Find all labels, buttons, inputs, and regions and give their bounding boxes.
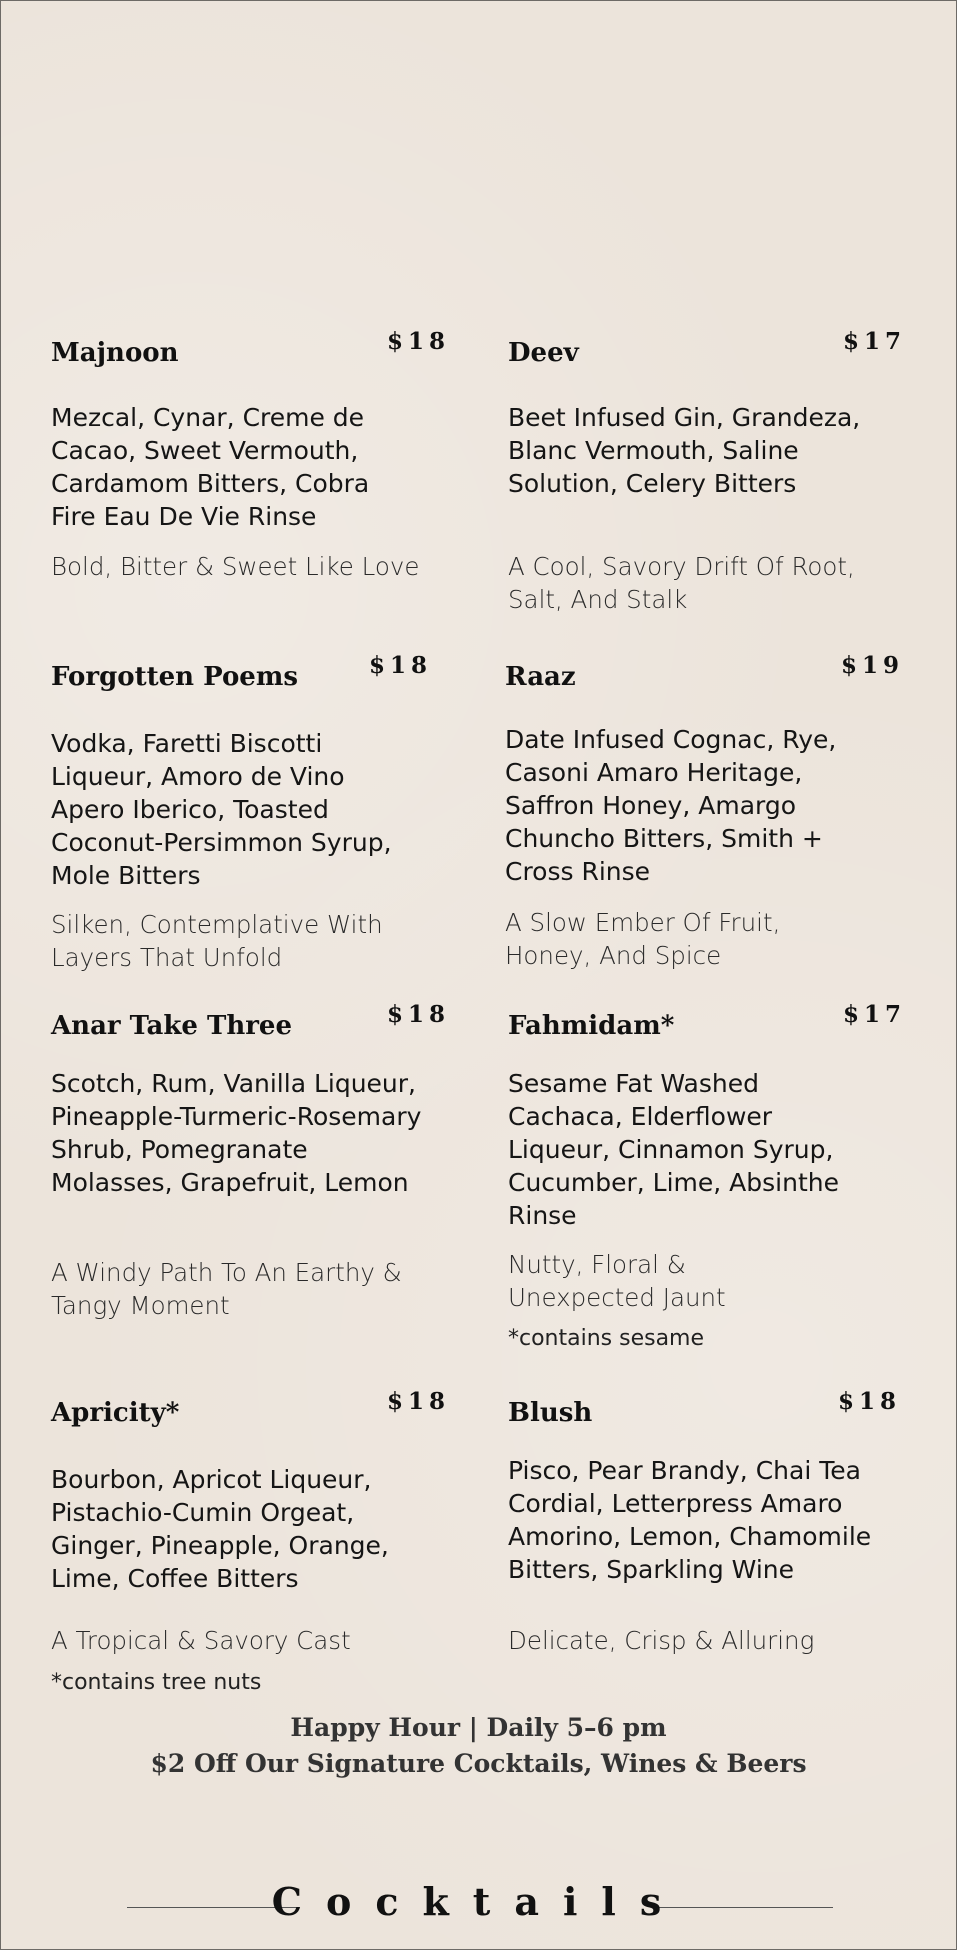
- item-ingredients: Date Infused Cognac, Rye, Casoni Amaro Heritage, Saffron Honey, Amargo Chuncho Bitters, Smith + Cross Rinse: [505, 725, 837, 886]
- item-name: Deev: [508, 338, 579, 368]
- item-name: Anar Take Three: [51, 1011, 293, 1041]
- item-description: Bold, Bitter & Sweet Like Love: [51, 552, 420, 581]
- item-name: Forgotten Poems: [51, 662, 298, 692]
- allergen-note: *contains sesame: [508, 1326, 705, 1351]
- menu-item-blush: [508, 1388, 908, 1676]
- item-price: $18: [387, 1388, 451, 1415]
- item-ingredients: Mezcal, Cynar, Creme de Cacao, Sweet Vermouth, Cardamom Bitters, Cobra Fire Eau De Vie Rinse: [51, 403, 370, 531]
- section-title-row: [1, 1879, 956, 1939]
- section-title: Cocktails: [271, 1879, 686, 1924]
- item-name: Apricity*: [51, 1398, 180, 1428]
- menu-item-forgotten-poems: [51, 652, 451, 980]
- item-name: Majnoon: [51, 338, 179, 368]
- item-price: $18: [387, 328, 451, 355]
- item-ingredients: Sesame Fat Washed Cachaca, Elderflower Liqueur, Cinnamon Syrup, Cucumber, Lime, Absinthe Rinse: [508, 1069, 839, 1230]
- item-description: Delicate, Crisp & Alluring: [508, 1626, 815, 1655]
- menu-item-apricity: [51, 1388, 451, 1706]
- item-name: Blush: [508, 1398, 593, 1428]
- item-description: A Slow Ember Of Fruit, Honey, And Spice: [505, 908, 781, 970]
- menu-item-deev: [508, 328, 908, 626]
- item-price: $18: [838, 1388, 902, 1415]
- item-description: A Tropical & Savory Cast: [51, 1626, 351, 1655]
- item-price: $19: [841, 652, 905, 679]
- menu-item-anar-take-three: [51, 1001, 451, 1329]
- item-name: Fahmidam*: [508, 1011, 675, 1041]
- item-ingredients: Vodka, Faretti Biscotti Liqueur, Amoro de Vino Apero Iberico, Toasted Coconut-Persimmon Syrup, Mole Bitters: [51, 729, 392, 890]
- allergen-note: *contains tree nuts: [51, 1670, 262, 1695]
- item-name: Raaz: [505, 662, 576, 692]
- item-description: A Windy Path To An Earthy & Tangy Moment: [51, 1258, 402, 1320]
- item-price: $17: [843, 1001, 907, 1028]
- item-price: $17: [843, 328, 907, 355]
- item-ingredients: Beet Infused Gin, Grandeza, Blanc Vermouth, Saline Solution, Celery Bitters: [508, 403, 861, 498]
- item-price: $18: [369, 652, 433, 679]
- item-ingredients: Pisco, Pear Brandy, Chai Tea Cordial, Letterpress Amaro Amorino, Lemon, Chamomile Bitters, Sparkling Wine: [508, 1456, 872, 1584]
- item-ingredients: Bourbon, Apricot Liqueur, Pistachio-Cumin Orgeat, Ginger, Pineapple, Orange, Lime, Coffee Bitters: [51, 1465, 389, 1593]
- item-description: A Cool, Savory Drift Of Root, Salt, And Stalk: [508, 552, 855, 614]
- item-description: Nutty, Floral & Unexpected Jaunt: [508, 1250, 726, 1312]
- happy-hour-line: Happy Hour | Daily 5–6 pm: [290, 1713, 667, 1742]
- menu-item-fahmidam: [508, 1001, 908, 1359]
- happy-hour-offer: $2 Off Our Signature Cocktails, Wines & Beers: [150, 1749, 807, 1778]
- item-price: $18: [387, 1001, 451, 1028]
- menu-item-majnoon: [51, 328, 451, 596]
- item-description: Silken, Contemplative With Layers That Unfold: [51, 910, 383, 972]
- item-ingredients: Scotch, Rum, Vanilla Liqueur, Pineapple-Turmeric-Rosemary Shrub, Pomegranate Molasses, Grapefruit, Lemon: [51, 1069, 422, 1197]
- menu-item-raaz: [505, 652, 905, 980]
